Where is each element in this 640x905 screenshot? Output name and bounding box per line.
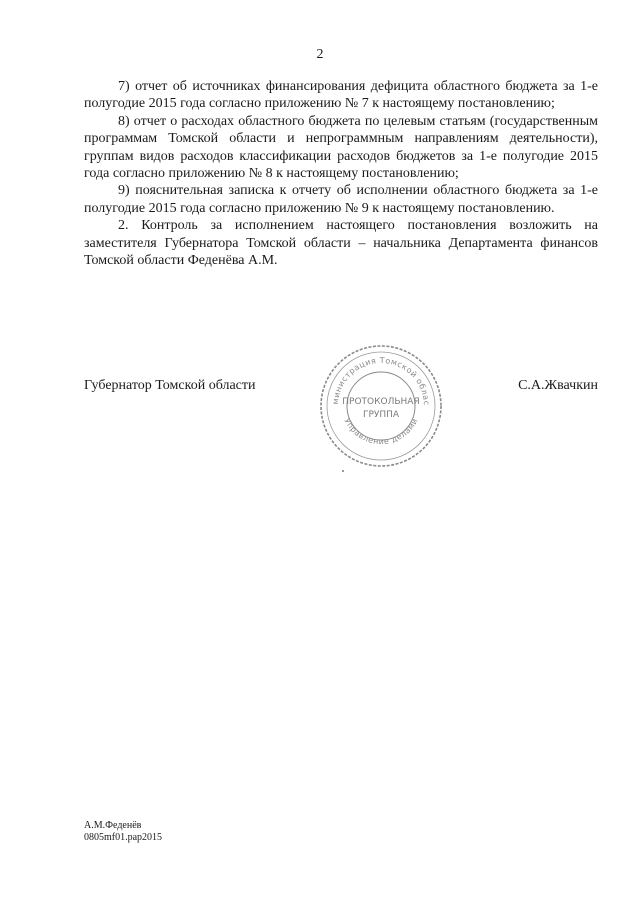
paragraph-item-7: 7) отчет об источниках финансирования дефицита областного бюджета за 1-е полугодие 2015 года согласно приложению № 7 к настоящему постановлению; (84, 79, 598, 112)
signatory-name: С.А.Жвачкин (518, 378, 598, 393)
stamp-graphic (318, 343, 444, 469)
scan-speck (342, 470, 344, 472)
stamp-outer-text: министрация Томской облас (330, 355, 432, 406)
stamp-center-line2: ГРУППА (362, 410, 400, 420)
paragraph-item-8: 8) отчет о расходах областного бюджета по целевым статьям (государственным программам Томской области и непрограммным направлениям деятельности), группам видов расходов классификации расходов бюджетов за 1-е полугодие 2015 года согласно приложению № 8 к настоящему постановлению; (84, 113, 598, 182)
official-stamp (318, 343, 444, 469)
svg-text:Управление делами (342, 417, 419, 446)
page-number: 2 (316, 47, 324, 62)
footer-note (84, 820, 162, 844)
document-body (84, 78, 598, 269)
stamp-bottom-text: Управление делами (342, 416, 420, 447)
footer-file-code: 0805mf01.pap2015 (84, 832, 163, 843)
paragraph-control: 2. Контроль за исполнением настоящего постановления возложить на заместителя Губернатора Томской области – начальника Департамента финансов Томской области Федeнёва А.М. (84, 218, 598, 269)
footer-author: А.М.Феденёв (84, 820, 142, 831)
stamp-center-line1: ПРОТОКОЛЬНАЯ (342, 397, 420, 407)
signatory-title: Губернатор Томской области (84, 378, 256, 393)
paragraph-item-9: 9) пояснительная записка к отчету об исполнении областного бюджета за 1-е полугодие 2015 года согласно приложению № 9 к настоящему постановлению. (84, 183, 598, 216)
